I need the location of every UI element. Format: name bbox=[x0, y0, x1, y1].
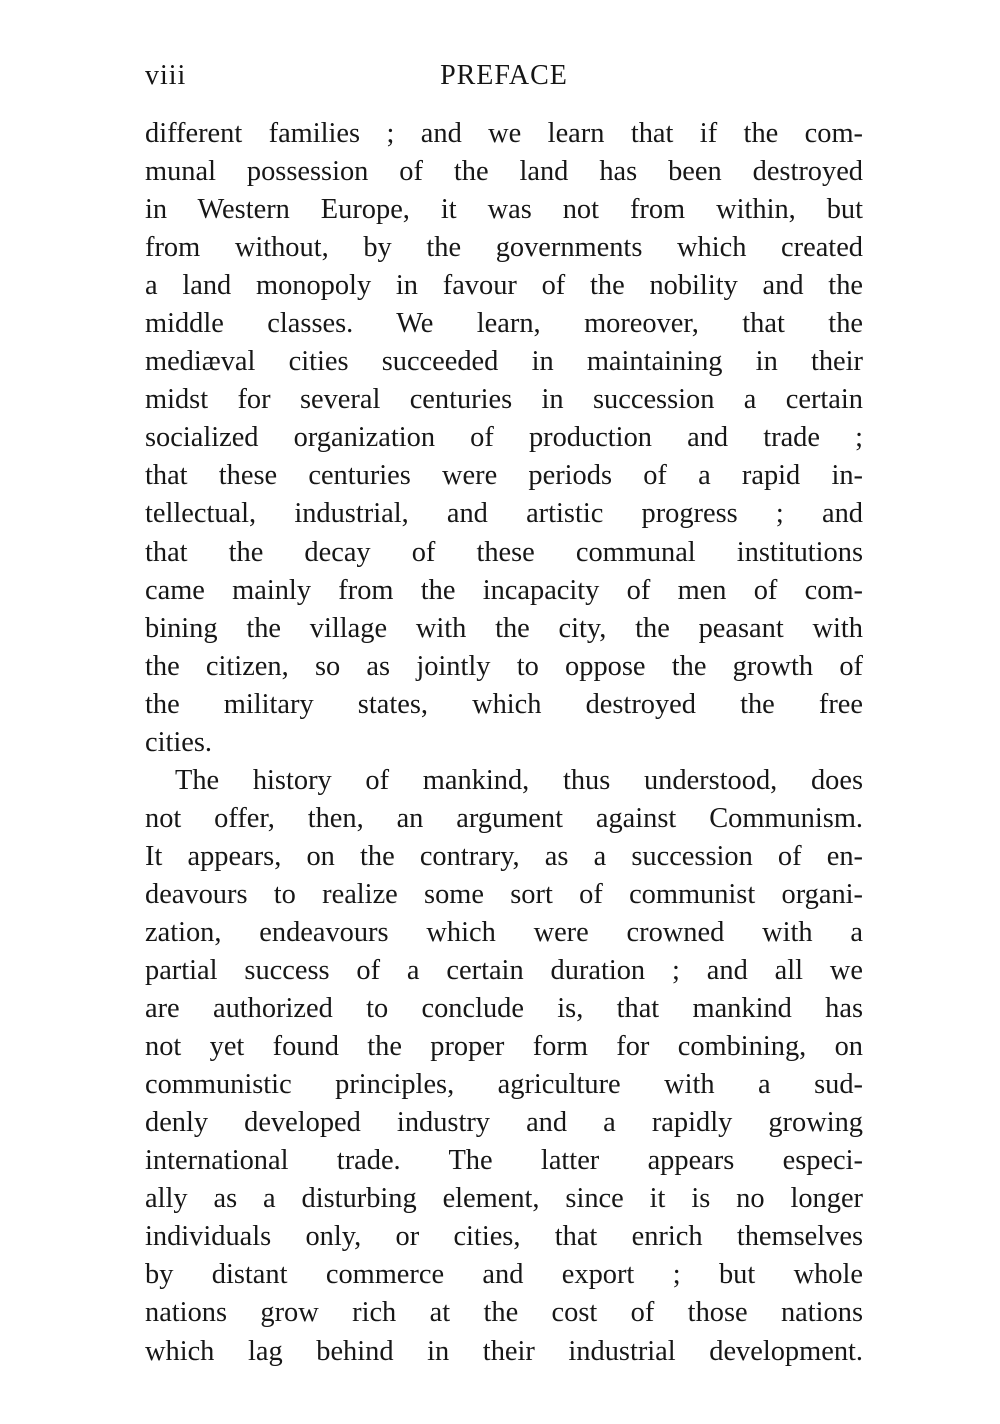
text-line: mediæval cities succeeded in maintaining in their bbox=[145, 346, 863, 378]
paragraph-2 bbox=[145, 762, 863, 1371]
text-line: that the decay of these communal institutions bbox=[145, 536, 863, 568]
text-line: middle classes. We learn, moreover, that the bbox=[145, 308, 863, 340]
page-header bbox=[145, 56, 863, 96]
text-line: are authorized to conclude is, that mankind has bbox=[145, 993, 863, 1025]
text-line: deavours to realize some sort of communist organi- bbox=[145, 878, 863, 910]
text-line: midst for several centuries in succession a certain bbox=[145, 384, 863, 416]
text-line: communistic principles, agriculture with a sud- bbox=[145, 1069, 863, 1101]
running-title: PREFACE bbox=[440, 60, 568, 91]
body-text bbox=[145, 115, 863, 1371]
text-line: It appears, on the contrary, as a succession of en- bbox=[145, 840, 863, 872]
text-line: The history of mankind, thus understood, does bbox=[175, 764, 863, 796]
text-line: individuals only, or cities, that enrich themselves bbox=[145, 1221, 863, 1253]
page-number: viii bbox=[145, 60, 187, 91]
text-line: which lag behind in their industrial development. bbox=[145, 1335, 863, 1367]
text-line: cities. bbox=[145, 726, 213, 758]
text-line: tellectual, industrial, and artistic progress ; and bbox=[145, 498, 863, 530]
text-line: in Western Europe, it was not from within, but bbox=[145, 194, 863, 226]
text-line: nations grow rich at the cost of those nations bbox=[145, 1297, 863, 1329]
text-line: not offer, then, an argument against Communism. bbox=[145, 802, 863, 834]
text-line: bining the village with the city, the peasant with bbox=[145, 612, 863, 644]
text-line: ally as a disturbing element, since it is no longer bbox=[145, 1183, 863, 1215]
text-line: munal possession of the land has been destroyed bbox=[145, 156, 863, 188]
text-line: from without, by the governments which created bbox=[145, 232, 863, 264]
text-line: a land monopoly in favour of the nobility and the bbox=[145, 270, 863, 302]
text-line: by distant commerce and export ; but whole bbox=[145, 1259, 863, 1291]
text-line: international trade. The latter appears especi- bbox=[145, 1145, 863, 1177]
text-line: different families ; and we learn that if the com- bbox=[145, 118, 863, 149]
text-line: socialized organization of production and trade ; bbox=[145, 422, 863, 454]
text-line: the citizen, so as jointly to oppose the growth of bbox=[145, 650, 863, 682]
text-line: came mainly from the incapacity of men of com- bbox=[145, 574, 863, 606]
text-line: partial success of a certain duration ; and all we bbox=[145, 955, 863, 987]
text-line: that these centuries were periods of a rapid in- bbox=[145, 460, 863, 492]
text-line: zation, endeavours which were crowned with a bbox=[145, 916, 863, 948]
paragraph-1 bbox=[145, 115, 863, 762]
text-line: denly developed industry and a rapidly growing bbox=[145, 1107, 863, 1139]
text-line: not yet found the proper form for combining, on bbox=[145, 1031, 863, 1063]
text-line: the military states, which destroyed the free bbox=[145, 688, 863, 720]
